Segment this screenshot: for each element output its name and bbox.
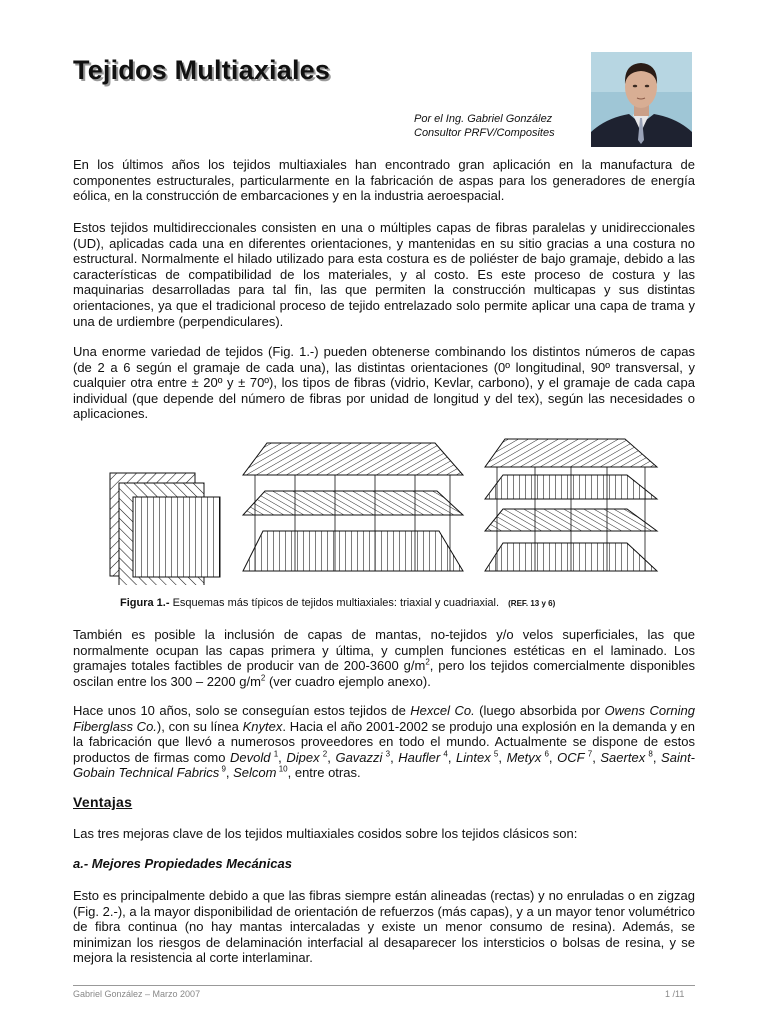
author-name: Por el Ing. Gabriel González bbox=[414, 113, 553, 125]
supplier-list: Devold $^1$, Dipex $^2$, Gavazzi $^3$, Haufler $^4$, Lintex $^5$, Metyx $^6$, OCF $^7$, Saertex $^8$, Saint-Gobain Technical Fabrics $^9$, Selcom $^{10}$ bbox=[73, 749, 696, 781]
footer-divider bbox=[73, 985, 695, 986]
supplier-name: Selcom bbox=[233, 765, 277, 781]
supplier-name: Devold bbox=[230, 749, 271, 765]
author-byline bbox=[414, 112, 555, 140]
supplier-name: Metyx bbox=[506, 749, 542, 765]
figure-triaxial bbox=[243, 443, 463, 571]
supplier-ref: 7 bbox=[584, 749, 593, 759]
company-owens-corning: Owens Corning Fiberglass Co. bbox=[73, 703, 695, 734]
supplier-ref: 1 bbox=[270, 749, 279, 759]
paragraph-weights: También es posible la inclusión de capas de mantas, no-tejidos y/o velos superficiales, las que normalmente ocupan las capas primera y última, y cumplen funciones estéticas en el laminado. Los gramajes totales factibles de producir van de 200-3600 $g/m^2$, pero los tejidos comercialmente disponibles oscilan entre los 300 – 2200 $g/m^2$ (ver cuadro ejemplo anexo). bbox=[73, 627, 696, 689]
supplier-name: Gavazzi bbox=[335, 749, 383, 765]
footer-page-number: 1 /11 bbox=[665, 989, 685, 999]
figure-label: Figura 1.- bbox=[120, 597, 170, 609]
figure-reference: (REF. 13 y 6) bbox=[508, 599, 556, 608]
author-role: Consultor PRFV/Composites bbox=[414, 127, 555, 139]
supplier-ref: 8 bbox=[645, 749, 653, 759]
product-knytex: Knytex bbox=[242, 718, 283, 734]
paragraph-variety: Una enorme variedad de tejidos (Fig. 1.-) pueden obtenerse combinando los distintos números de capas (de 2 a 6 según el gramaje de cada una), las distintas orientaciones (0º longitudinal, 90º transversal, y cualquier otra entre ± 20º y ± 70º), los tipos de fibras (vidrio, Kevlar, carbono), y el gramaje de cada capa individual (que depende del número de fibras por unidad de longitud y del tex), según las necesidades o aplicaciones. bbox=[73, 344, 695, 422]
page-title: Tejidos Multiaxiales bbox=[73, 55, 331, 85]
figure-multiaxial-schemes bbox=[105, 435, 665, 585]
supplier-name: Lintex bbox=[456, 749, 491, 765]
company-hexcel: Hexcel Co. bbox=[410, 703, 475, 718]
supplier-ref: 6 bbox=[541, 749, 549, 759]
supplier-ref: 10 bbox=[276, 765, 288, 775]
supplier-ref: 9 bbox=[219, 765, 226, 775]
supplier-ref: 2 bbox=[319, 749, 328, 759]
supplier-name: OCF bbox=[557, 749, 585, 765]
paragraph-intro: En los últimos años los tejidos multiaxiales han encontrado gran aplicación en la manufactura de componentes estructurales, particularmente en la fabricación de aspas para los generadores de energía eólica, en la construcción de embarcaciones y en la industria aeroespacial. bbox=[73, 157, 695, 204]
paragraph-advantages-intro: Las tres mejoras clave de los tejidos multiaxiales cosidos sobre los tejidos clásicos son: bbox=[73, 826, 578, 841]
subsection-mechanical-properties: a.- Mejores Propiedades Mecánicas bbox=[73, 856, 292, 871]
figure-quadriaxial bbox=[485, 439, 657, 571]
footer-author-date: Gabriel González – Marzo 2007 bbox=[73, 989, 201, 999]
author-photo bbox=[591, 52, 692, 147]
paragraph-mechanical-properties: Esto es principalmente debido a que las fibras siempre están alineadas (rectas) y no enruladas o en zigzag (Fig. 2.-), a la mayor disponibilidad de orientación de refuerzos (más capas), y a un mayor tenor volumétrico de fibra continua (no hay mantas intercaladas y existe un menor consumo de resina). Además, se minimizan los riesgos de delaminación interfacial al desaparecer los intersticios o bolsas de resina, y se mejora la resistencia al corte interlaminar. bbox=[73, 888, 695, 966]
supplier-ref: 3 bbox=[382, 749, 391, 759]
supplier-name: Saint-Gobain Technical Fabrics bbox=[73, 749, 696, 781]
figure-caption bbox=[120, 597, 555, 609]
section-heading-ventajas: Ventajas bbox=[73, 794, 133, 810]
paragraph-history: Hace unos 10 años, solo se conseguían estos tejidos de Hexcel Co. (luego absorbida por Owens Corning Fiberglass Co.), con su línea Knytex. Hacia el año 2001-2002 se produjo una explosión en la demanda y en la fabricación que llevó a numerosos proveedores en todo el mundo. Actualmente se dispone de estos productos de firmas como Devold $^1$, Dipex $^2$, Gavazzi $^3$, Haufler $^4$, Lintex $^5$, Metyx $^6$, OCF $^7$, Saertex $^8$, Saint-Gobain Technical Fabrics $^9$, Selcom $^{10}$, entre otras. bbox=[73, 703, 696, 781]
supplier-ref: 5 bbox=[490, 749, 499, 759]
supplier-name: Dipex bbox=[286, 749, 320, 765]
paragraph-description: Estos tejidos multidireccionales consisten en una o múltiples capas de fibras paralelas y unidireccionales (UD), aplicadas cada una en diferentes orientaciones, y mantenidas en su sitio gracias a una costura no estructural. Normalmente el hilado utilizado para esta costura es de poliéster de bajo gramaje, debido a las características de compatibilidad de los materiales, y al costo. Es este proceso de costura y las maquinarias desarrolladas para tal fin, las que permiten la construcción multicapas y sus distintas orientaciones, ya que el tradicional proceso de tejido entrelazado solo permite aplicar una capa de trama y una de urdiembre (perpendiculares). bbox=[73, 220, 695, 329]
figure-caption-text: Esquemas más típicos de tejidos multiaxiales: triaxial y cuadriaxial. bbox=[172, 597, 500, 609]
figure-stacked-layers bbox=[110, 473, 220, 585]
supplier-name: Haufler bbox=[398, 749, 441, 765]
supplier-name: Saertex bbox=[600, 749, 646, 765]
supplier-ref: 4 bbox=[440, 749, 448, 759]
